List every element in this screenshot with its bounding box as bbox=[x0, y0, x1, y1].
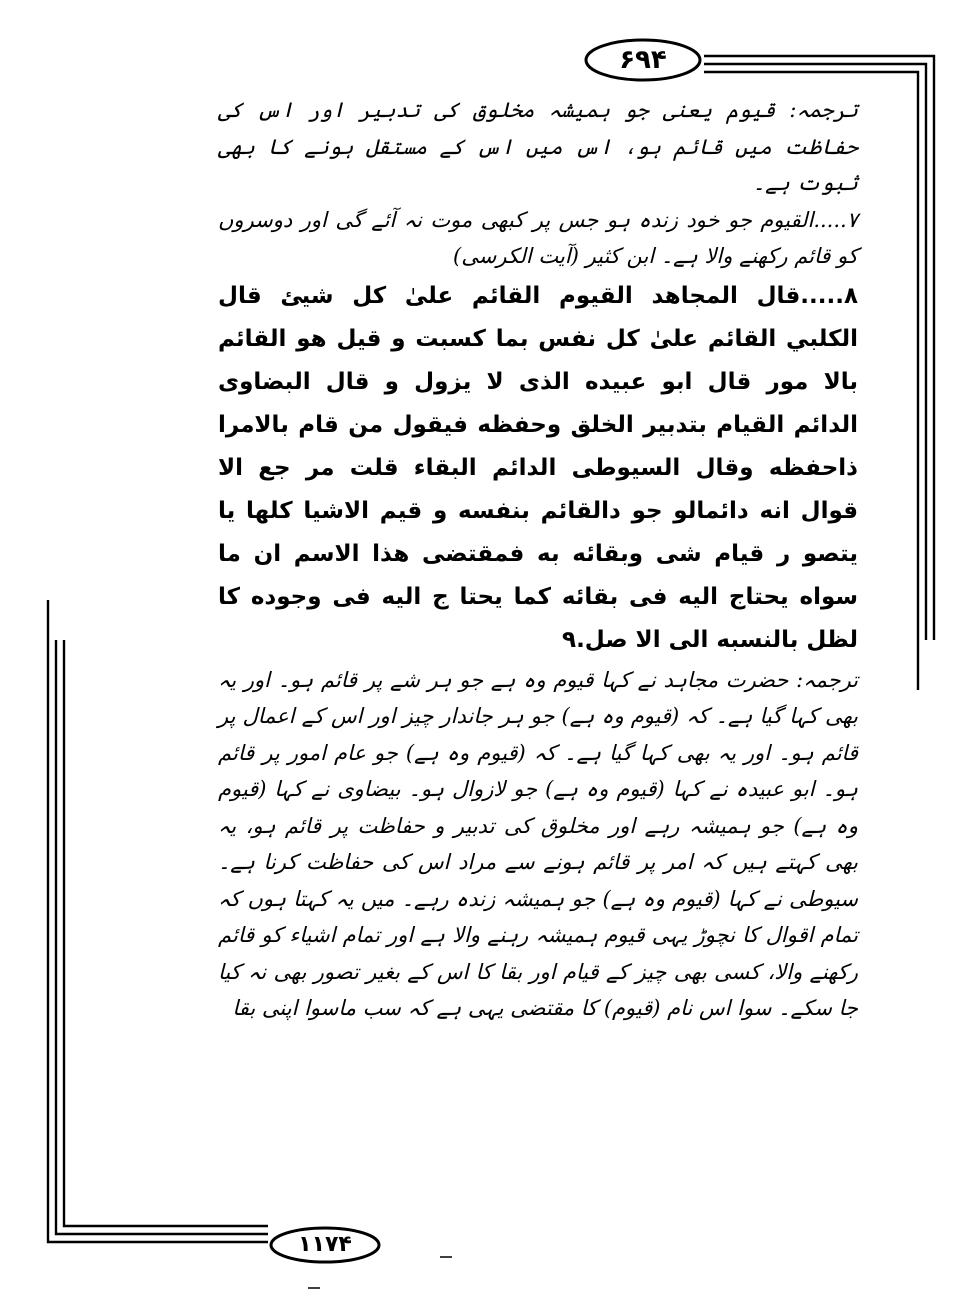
translation-paragraph-1: ترجمہ: قیوم یعنی جو ہمیشہ مخلوق کی تدبیر اور اس کی حفاظت میں قائم ہو، اس میں اس کے مستقل ہونے کا بھی ثبوت ہے۔ bbox=[218, 98, 858, 195]
arabic-quote-paragraph: ۸.....قال المجاهد القيوم القائم علىٰ كل شيئ قال الكلبي القائم علىٰ كل نفس بما كسبت و قيل هو القائم بالا مور قال ابو عبيده الذى لا يزول و قال البضاوى الدائم القيام بتدبير الخلق وحفظه فيقول من قام بالامرا ذاحفظه وقال السيوطى الدائم البقاء قلت مر جع الا قوال انه دائمالو جو دالقائم بنفسه و قيم الاشيا كلها يا يتصو ر قيام شى وبقائه به فمقتضى هذا الاسم ان ما سواه يحتاج اليه فى بقائه كما يحتا ج اليه فى وجوده كا لظل بالنسبه الى الا صل.۹ bbox=[218, 282, 858, 653]
note-7-paragraph: ۷.....القیوم جو خود زندہ ہو جس پر کبھی موت نہ آئے گی اور دوسروں کو قائم رکھنے والا ہے۔ ابن کثیر (آیت الکرسی) bbox=[218, 207, 858, 268]
bottom-page-number: ۱۱۷۴ bbox=[298, 1232, 352, 1257]
translation-paragraph-2: ترجمہ: حضرت مجاہد نے کہا قیوم وہ ہے جو ہر شے پر قائم ہو۔ اور یہ بھی کہا گیا ہے۔ کہ (قیوم وہ ہے) جو ہر جاندار چیز اور اس کے اعمال پر قائم ہو۔ اور یہ بھی کہا گیا ہے۔ کہ (قیوم وہ ہے) جو عام امور پر قائم ہو۔ ابو عبیدہ نے کہا (قیوم وہ ہے) جو لازوال ہو۔ بیضاوی نے کہا (قیوم وہ ہے) جو ہمیشہ رہے اور مخلوق کی تدبیر و حفاظت پر قائم ہو، یہ بھی کہتے ہیں کہ امر پر قائم ہونے سے مراد اس کی حفاظت کرنا ہے۔ سیوطی نے کہا (قیوم وہ ہے) جو ہمیشہ زندہ رہے۔ میں یہ کہتا ہوں کہ تمام اقوال کا نچوڑ یہی قیوم ہمیشہ رہنے والا ہے اور تمام اشیاء کو قائم رکھنے والا، کسی بھی چیز کے قیام اور بقا کا اس کے بغیر تصور بھی نہ کیا جا سکے۔ سوا اس نام (قیوم) کا مقتضی یہی ہے کہ سب ماسوا اپنی بقا bbox=[218, 667, 859, 1020]
page-body bbox=[218, 92, 858, 1027]
top-page-number: ۶۹۴ bbox=[619, 45, 667, 75]
